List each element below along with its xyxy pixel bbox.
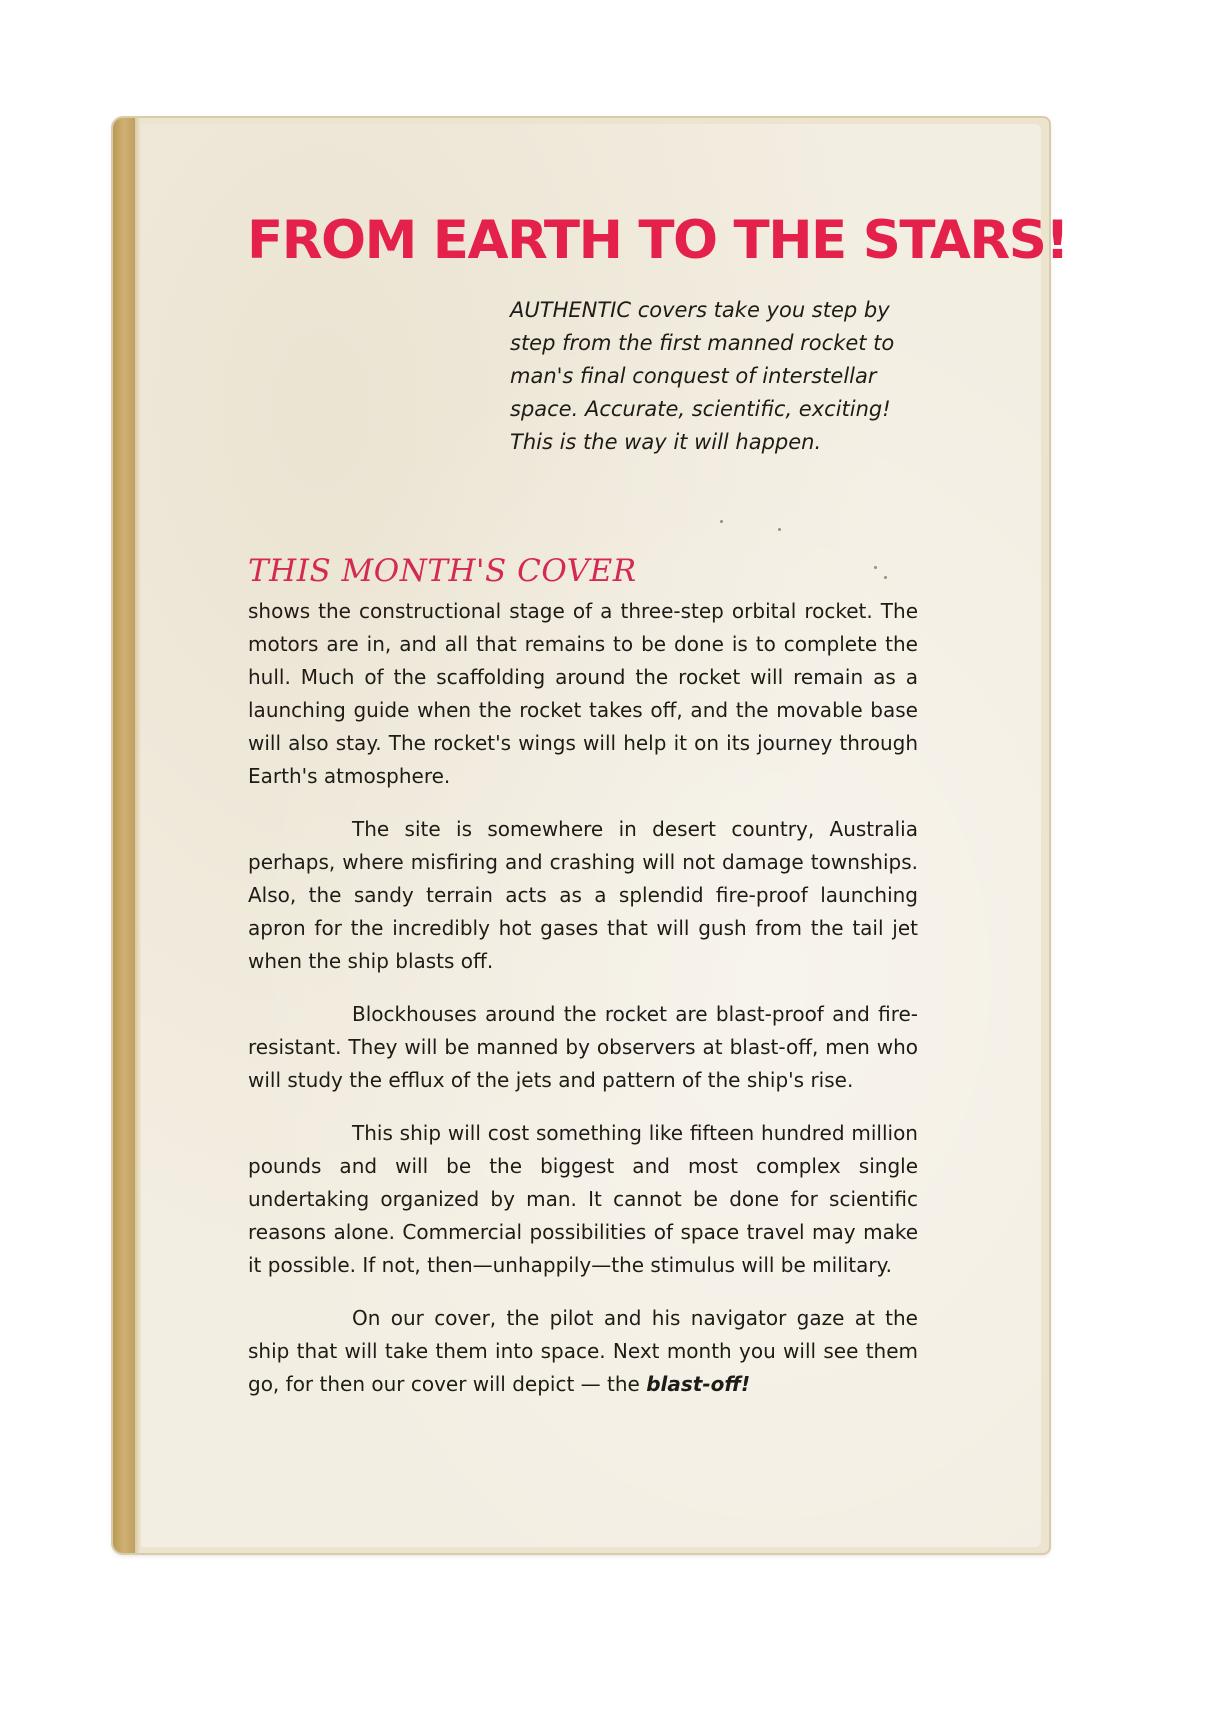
paper-speck — [778, 528, 781, 531]
last-paragraph — [248, 1302, 918, 1401]
intro-blurb: AUTHENTIC covers take you step by step from the first manned rocket to man's final conquest of interstellar space. Accurate, scientific, exciting! This is the way it will happen. — [510, 298, 895, 454]
article-body — [248, 595, 918, 1421]
headline: FROM EARTH TO THE STARS! — [247, 210, 1069, 271]
book-spine — [113, 118, 135, 1553]
paragraph: Blockhouses around the rocket are blast-proof and fire-resistant. They will be manned by observers at blast-off, men who will study the efflux of the jets and pattern of the ship's rise. — [248, 1002, 918, 1092]
last-paragraph-text: On our cover, the pilot and his navigator gaze at the ship that will take them into space. Next month you will see them go, for then our cover will depict — the — [248, 1306, 918, 1396]
paragraph: This ship will cost something like fifteen hundred million pounds and will be the biggest and most complex single undertaking organized by man. It cannot be done for scientific reasons alone. Commercial possibilities of space travel may make it possible. If not, then—unhappily—the stimulus will be military. — [248, 1121, 918, 1277]
paper-speck — [884, 576, 887, 579]
emphasis-text: blast-off! — [646, 1372, 751, 1396]
paragraph: The site is somewhere in desert country, Australia perhaps, where misfiring and crashing will not damage townships. Also, the sandy terrain acts as a splendid fire-proof launching apron for the incredibly hot gases that will gush from the tail jet when the ship blasts off. — [248, 817, 918, 973]
paragraph: shows the constructional stage of a three-step orbital rocket. The motors are in, and all that remains to be done is to complete the hull. Much of the scaffolding around the rocket will remain as a launching guide when the rocket takes off, and the movable base will also stay. The rocket's wings will help it on its journey through Earth's atmosphere. — [248, 599, 918, 788]
paper-speck — [874, 566, 877, 569]
section-title: THIS MONTH'S COVER — [248, 553, 637, 589]
paper-speck — [720, 520, 723, 523]
